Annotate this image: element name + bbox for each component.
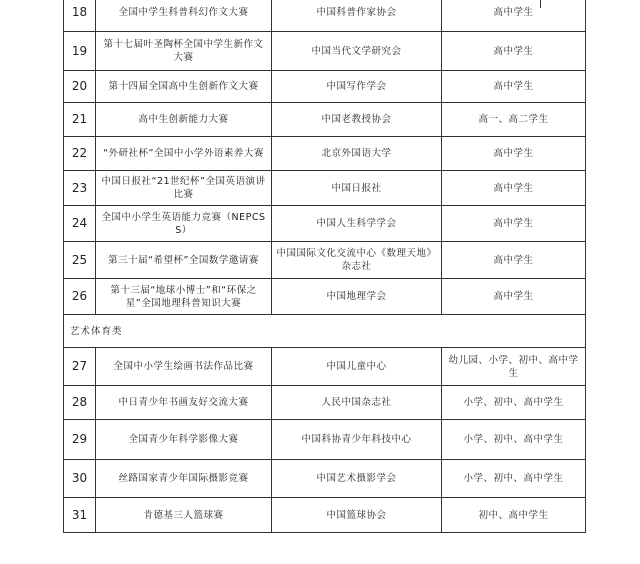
- table-row: [64, 386, 586, 420]
- row-number: 19: [64, 32, 96, 71]
- competition-name: 高中生创新能力大赛: [96, 103, 272, 137]
- category-row: [64, 315, 586, 348]
- organizer: 中国当代文学研究会: [272, 32, 442, 71]
- table-row: [64, 171, 586, 206]
- target-group: 高中学生: [442, 137, 586, 171]
- organizer: 中国地理学会: [272, 279, 442, 315]
- competition-name: “外研社杯”全国中小学外语素养大赛: [96, 137, 272, 171]
- target-group: 初中、高中学生: [442, 498, 586, 533]
- target-group: 高中学生: [442, 206, 586, 242]
- organizer: 北京外国语大学: [272, 137, 442, 171]
- table-row: [64, 71, 586, 103]
- row-number: 30: [64, 460, 96, 498]
- target-group: 小学、初中、高中学生: [442, 386, 586, 420]
- target-group: 高中学生: [442, 171, 586, 206]
- table-row: [64, 420, 586, 460]
- target-group: 高中学生: [442, 71, 586, 103]
- row-number: 25: [64, 242, 96, 279]
- row-number: 26: [64, 279, 96, 315]
- organizer: 中国写作学会: [272, 71, 442, 103]
- competition-name: 中日青少年书画友好交流大赛: [96, 386, 272, 420]
- organizer: 中国国际文化交流中心《数理天地》杂志社: [272, 242, 442, 279]
- target-group: 高中学生: [442, 0, 586, 32]
- organizer: 中国科协青少年科技中心: [272, 420, 442, 460]
- table-row: [64, 242, 586, 279]
- table-row: [64, 103, 586, 137]
- organizer: 中国科普作家协会: [272, 0, 442, 32]
- organizer: 中国艺术摄影学会: [272, 460, 442, 498]
- table-row: [64, 279, 586, 315]
- target-group: 高中学生: [442, 32, 586, 71]
- competition-name: 全国中学生科普科幻作文大赛: [96, 0, 272, 32]
- organizer: 中国老教授协会: [272, 103, 442, 137]
- row-number: 29: [64, 420, 96, 460]
- row-number: 20: [64, 71, 96, 103]
- target-group: 幼儿园、小学、初中、高中学生: [442, 348, 586, 386]
- competition-name: 第十四届全国高中生创新作文大赛: [96, 71, 272, 103]
- table-row: [64, 498, 586, 533]
- competition-name: 第三十届“希望杯”全国数学邀请赛: [96, 242, 272, 279]
- target-group: 小学、初中、高中学生: [442, 420, 586, 460]
- row-number: 21: [64, 103, 96, 137]
- row-number: 18: [64, 0, 96, 32]
- table-row: [64, 0, 586, 32]
- row-number: 31: [64, 498, 96, 533]
- table-row: [64, 206, 586, 242]
- competition-name: 全国中小学生绘画书法作品比赛: [96, 348, 272, 386]
- organizer: 中国人生科学学会: [272, 206, 442, 242]
- row-number: 22: [64, 137, 96, 171]
- competition-name: 丝路国家青少年国际摄影竞赛: [96, 460, 272, 498]
- table-row: [64, 137, 586, 171]
- target-group: 小学、初中、高中学生: [442, 460, 586, 498]
- organizer: 中国篮球协会: [272, 498, 442, 533]
- table-row: [64, 460, 586, 498]
- target-group: 高一、高二学生: [442, 103, 586, 137]
- organizer: 人民中国杂志社: [272, 386, 442, 420]
- table-row: [64, 32, 586, 71]
- row-number: 28: [64, 386, 96, 420]
- category-label: 艺术体育类: [64, 315, 586, 348]
- row-number: 24: [64, 206, 96, 242]
- row-number: 23: [64, 171, 96, 206]
- target-group: 高中学生: [442, 242, 586, 279]
- organizer: 中国儿童中心: [272, 348, 442, 386]
- competition-name: 全国青少年科学影像大赛: [96, 420, 272, 460]
- competition-name: 中国日报社“21世纪杯”全国英语演讲比赛: [96, 171, 272, 206]
- competition-table: [63, 0, 586, 533]
- table-row: [64, 348, 586, 386]
- target-group: 高中学生: [442, 279, 586, 315]
- competition-name: 全国中小学生英语能力竞赛（NEPCS S）: [96, 206, 272, 242]
- row-number: 27: [64, 348, 96, 386]
- organizer: 中国日报社: [272, 171, 442, 206]
- competition-name: 第十七届叶圣陶杯全国中学生新作文大赛: [96, 32, 272, 71]
- competition-name: 第十三届“地球小博士”和“环保之星”全国地理科普知识大赛: [96, 279, 272, 315]
- competition-name: 肯德基三人篮球赛: [96, 498, 272, 533]
